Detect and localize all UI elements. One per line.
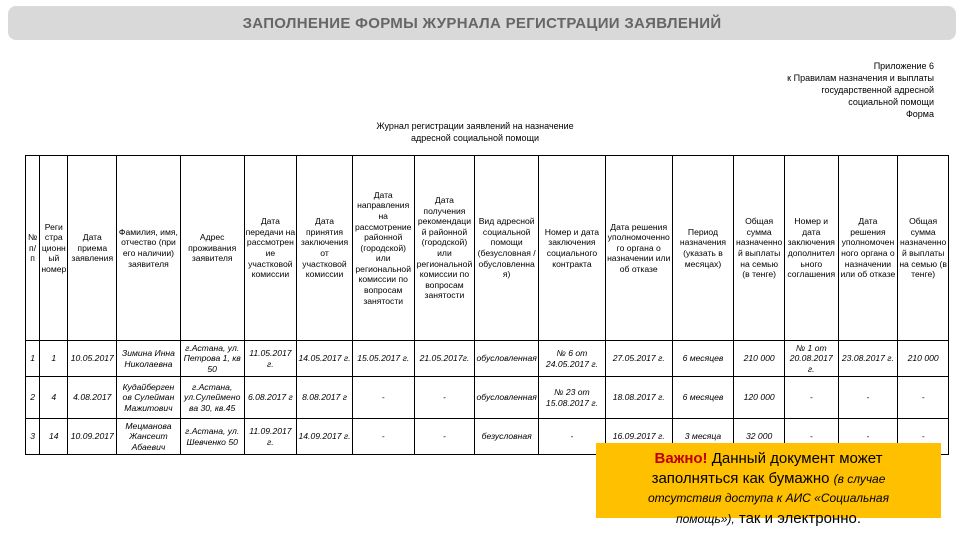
header-cell: Общая сумма назначенной выплаты на семью (в тенге) bbox=[734, 156, 785, 341]
header-cell: Дата решения уполномоченного органа о назначении или об отказе bbox=[605, 156, 672, 341]
slide-title: ЗАПОЛНЕНИЕ ФОРМЫ ЖУРНАЛА РЕГИСТРАЦИИ ЗАЯВЛЕНИЙ bbox=[242, 14, 722, 32]
header-cell: Общая сумма назначенной выплаты на семью (в тенге) bbox=[898, 156, 949, 341]
note-line-2-text: заполняться как бумажно bbox=[651, 470, 834, 487]
table-cell: 10.05.2017 bbox=[68, 341, 117, 377]
table-cell: № 23 от 15.08.2017 г. bbox=[539, 377, 606, 419]
appendix-line-2: к Правилам назначения и выплаты bbox=[787, 73, 934, 83]
header-cell: Дата направления на рассмотрение районной (городской) или региональной комиссии по вопросам занятости bbox=[352, 156, 414, 341]
table-cell: 16.09.2017 г. bbox=[605, 419, 672, 455]
table-cell: 23.08.2017 г. bbox=[838, 341, 898, 377]
table-cell: - bbox=[539, 419, 606, 455]
table-cell: г.Астана, ул.Сулейменова 30, кв.45 bbox=[180, 377, 244, 419]
table-cell: обусловленная bbox=[475, 341, 539, 377]
header-cell: Фамилия, имя, отчество (при его наличии) заявителя bbox=[117, 156, 181, 341]
table-cell: 21.05.2017г. bbox=[414, 341, 475, 377]
header-cell: Дата приема заявления bbox=[68, 156, 117, 341]
table-cell: 11.05.2017 г. bbox=[244, 341, 297, 377]
appendix-line-1: Приложение 6 bbox=[873, 61, 934, 71]
note-line-4-italic: помощь»), bbox=[676, 512, 735, 526]
table-row bbox=[26, 377, 949, 419]
journal-title-line-1: Журнал регистрации заявлений на назначение bbox=[376, 121, 574, 131]
note-line-3: отсутствия доступа к АИС «Социальная bbox=[647, 491, 890, 505]
note-line-4-text: так и электронно. bbox=[734, 510, 861, 527]
table-cell: 15.05.2017 г. bbox=[352, 341, 414, 377]
header-cell: Период назначения (указать в месяцах) bbox=[672, 156, 734, 341]
header-cell: Реги стра ционный номер bbox=[40, 156, 68, 341]
slide-title-bar bbox=[8, 6, 956, 40]
table-cell: 10.09.2017 bbox=[68, 419, 117, 455]
table-cell: № 6 от 24.05.2017 г. bbox=[539, 341, 606, 377]
table-cell: - bbox=[352, 377, 414, 419]
important-label: Важно! bbox=[654, 450, 708, 467]
journal-title bbox=[345, 120, 605, 144]
table-cell: 11.09.2017 г. bbox=[244, 419, 297, 455]
appendix-line-3: государственной адресной bbox=[821, 85, 934, 95]
header-cell: Дата получения рекомендаций районной (городской) или региональной комиссии по вопросам занятости bbox=[414, 156, 475, 341]
table-cell: 3 bbox=[26, 419, 40, 455]
table-cell: - bbox=[414, 419, 475, 455]
table-cell: 14 bbox=[40, 419, 68, 455]
table-cell: - bbox=[414, 377, 475, 419]
table-cell: г.Астана, ул. Петрова 1, кв 50 bbox=[180, 341, 244, 377]
journal-title-line-2: адресной социальной помощи bbox=[410, 133, 539, 143]
table-cell: - bbox=[838, 377, 898, 419]
table-cell: 14.05.2017 г. bbox=[297, 341, 353, 377]
table-cell: - bbox=[898, 377, 949, 419]
header-cell: Номер и дата заключения дополнительного соглашения bbox=[784, 156, 838, 341]
table-cell: 6.08.2017 г bbox=[244, 377, 297, 419]
table-cell: безусловная bbox=[475, 419, 539, 455]
table-cell: 18.08.2017 г. bbox=[605, 377, 672, 419]
table-cell: - bbox=[838, 419, 898, 455]
important-note bbox=[596, 443, 941, 518]
table-cell: 1 bbox=[40, 341, 68, 377]
table-cell: - bbox=[898, 419, 949, 455]
appendix-line-4: социальной помощи bbox=[848, 97, 934, 107]
header-cell: № п/п bbox=[26, 156, 40, 341]
table-cell: 2 bbox=[26, 377, 40, 419]
note-line-4 bbox=[596, 510, 941, 528]
table-cell: Мецманова Жансеит Абаевич bbox=[117, 419, 181, 455]
note-line-2-small: (в случае bbox=[833, 472, 886, 486]
note-line-1-text: Данный документ может bbox=[707, 450, 883, 467]
table-cell: 8.08.2017 г bbox=[297, 377, 353, 419]
table-cell: - bbox=[784, 419, 838, 455]
table-cell: 6 месяцев bbox=[672, 377, 734, 419]
registration-table bbox=[25, 155, 949, 455]
table-cell: № 1 от 20.08.2017 г. bbox=[784, 341, 838, 377]
table-cell: 210 000 bbox=[734, 341, 785, 377]
table-row bbox=[26, 341, 949, 377]
table-cell: Кудайберген ов Сулейман Мажитович bbox=[117, 377, 181, 419]
table-cell: 32 000 bbox=[734, 419, 785, 455]
header-cell: Дата передачи на рассмотрение участковой комиссии bbox=[244, 156, 297, 341]
header-cell: Адрес проживания заявителя bbox=[180, 156, 244, 341]
header-cell: Дата принятия заключения от участковой комиссии bbox=[297, 156, 353, 341]
table-cell: - bbox=[784, 377, 838, 419]
appendix-line-5: Форма bbox=[905, 109, 934, 119]
table-cell: 4 bbox=[40, 377, 68, 419]
note-line-2 bbox=[596, 469, 941, 489]
table-cell: 6 месяцев bbox=[672, 341, 734, 377]
table-cell: обусловленная bbox=[475, 377, 539, 419]
table-cell: 3 месяца bbox=[672, 419, 734, 455]
table-cell: Зимина Инна Николаевна bbox=[117, 341, 181, 377]
table-cell: 210 000 bbox=[898, 341, 949, 377]
header-cell: Дата решения уполномоченного органа о назначении или об отказе bbox=[838, 156, 898, 341]
table-cell: г.Астана, ул. Шевченко 50 bbox=[180, 419, 244, 455]
table-cell: 14.09.2017 г. bbox=[297, 419, 353, 455]
table-cell: 1 bbox=[26, 341, 40, 377]
table-header-row bbox=[26, 156, 949, 341]
table-cell: 4.08.2017 bbox=[68, 377, 117, 419]
table-cell: 27.05.2017 г. bbox=[605, 341, 672, 377]
header-cell: Вид адресной социальной помощи (безусловная /обусловленная) bbox=[475, 156, 539, 341]
table-cell: 120 000 bbox=[734, 377, 785, 419]
note-line-1 bbox=[596, 449, 941, 469]
header-cell: Номер и дата заключения социального контракта bbox=[539, 156, 606, 341]
appendix-header bbox=[714, 60, 934, 120]
table-cell: - bbox=[352, 419, 414, 455]
